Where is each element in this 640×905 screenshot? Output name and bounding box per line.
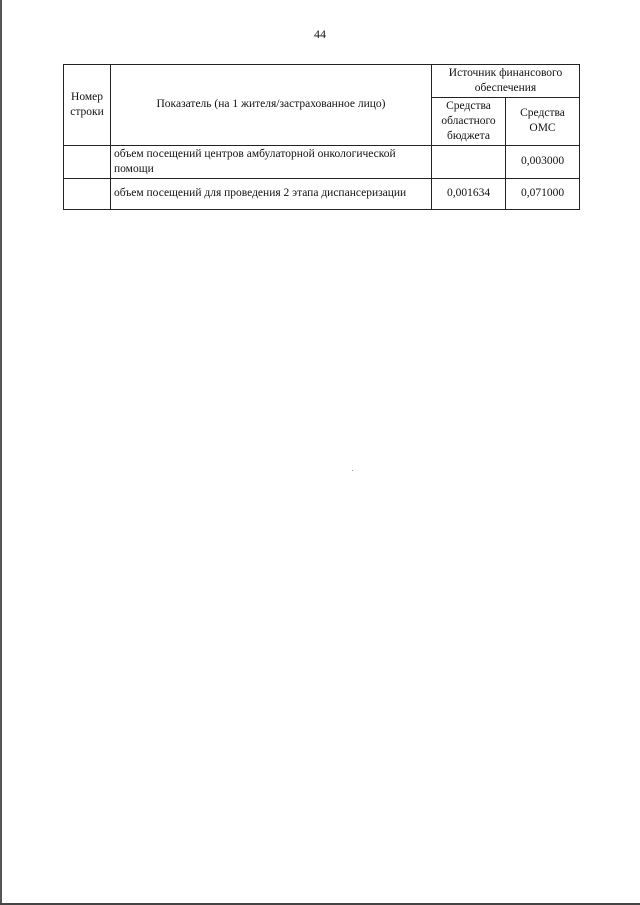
indicator-cell: объем посещений центров амбулаторной онкологической помощи — [111, 145, 432, 178]
scan-speck — [352, 470, 353, 471]
header-row-top — [64, 65, 580, 98]
row-number-cell — [64, 145, 111, 178]
header-regional-budget: Средства областного бюджета — [432, 97, 506, 145]
financing-table — [63, 64, 580, 210]
indicator-cell: объем посещений для проведения 2 этапа диспансеризации — [111, 178, 432, 209]
table-row — [64, 145, 580, 178]
row-number-cell — [64, 178, 111, 209]
header-row-number: Номер строки — [64, 65, 111, 146]
header-funding-source: Источник финансового обеспечения — [432, 65, 580, 98]
header-oms: Средства ОМС — [506, 97, 580, 145]
oms-cell: 0,071000 — [506, 178, 580, 209]
regional-budget-cell — [432, 145, 506, 178]
table-row — [64, 178, 580, 209]
page-number: 44 — [314, 27, 326, 41]
header-indicator: Показатель (на 1 жителя/застрахованное лицо) — [111, 65, 432, 146]
oms-cell: 0,003000 — [506, 145, 580, 178]
scan-left-edge — [0, 0, 2, 905]
regional-budget-cell: 0,001634 — [432, 178, 506, 209]
